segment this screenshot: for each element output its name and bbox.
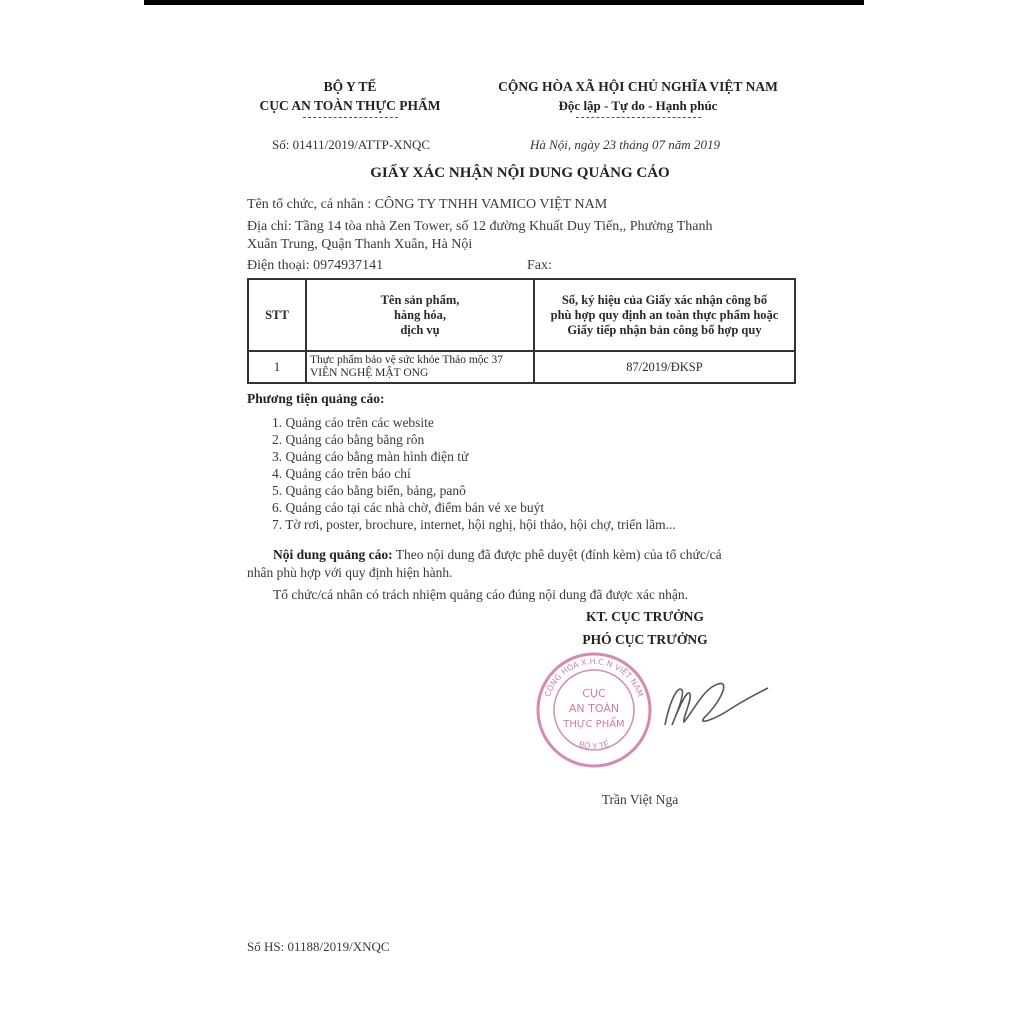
phone-line: Điện thoại: 0974937141 [247, 258, 384, 273]
svg-text:THỰC PHẨM: THỰC PHẨM [563, 719, 625, 730]
list-item: 7. Tờ rơi, poster, brochure, internet, hội nghị, hội thảo, hội chợ, triển lãm... [272, 517, 676, 532]
signature-icon [660, 670, 770, 740]
document-number: Số: 01411/2019/ATTP-XNQC [272, 137, 431, 152]
list-item: 1. Quảng cáo trên các website [272, 415, 434, 430]
fax-line: Fax: [527, 258, 552, 273]
content-text-cont: nhân phù hợp với quy định hiện hành. [247, 565, 453, 580]
media-list [272, 414, 676, 533]
content-paragraph [247, 546, 797, 582]
header-product: Tên sản phẩm, hàng hóa, dịch vụ [306, 279, 534, 351]
list-item: 3. Quảng cáo bằng màn hình điện tử [272, 449, 469, 464]
svg-text:AN TOÀN: AN TOÀN [568, 702, 620, 715]
list-item: 5. Quảng cáo bằng biển, bảng, panô [272, 483, 466, 498]
national-header [478, 77, 798, 118]
svg-text:BỘ Y TẾ: BỘ Y TẾ [577, 739, 611, 752]
sign-title-1: KT. CỤC TRƯỞNG [586, 609, 704, 624]
content-text: Theo nội dung đã được phê duyệt (đính kèm) của tổ chức/cá [392, 547, 722, 562]
department-name: CỤC AN TOÀN THỰC PHẨM [259, 98, 441, 113]
place-date: Hà Nội, ngày 23 tháng 07 năm 2019 [530, 137, 720, 152]
list-item: 6. Quảng cáo tại các nhà chờ, điểm bán vé xe buýt [272, 500, 545, 515]
file-number: Số HS: 01188/2019/XNQC [247, 939, 390, 954]
address-line-2: Xuân Trung, Quận Thanh Xuân, Hà Nội [247, 237, 473, 252]
svg-text:CỤC: CỤC [582, 687, 606, 700]
list-item: 2. Quảng cáo bằng băng rôn [272, 432, 425, 447]
cell-certificate: 87/2019/ĐKSP [534, 351, 795, 383]
responsibility-text: Tổ chức/cá nhân có trách nhiệm quảng cáo đúng nội dung đã được xác nhận. [273, 587, 689, 602]
signer-name: Trần Việt Nga [601, 792, 679, 807]
table-row [248, 351, 795, 383]
top-border-bar [144, 0, 864, 5]
stamp-icon [534, 650, 654, 770]
header-certificate: Số, ký hiệu của Giấy xác nhận công bố phù hợp quy định an toàn thực phẩm hoặc Giấy tiếp nhận bản công bố hợp quy [534, 279, 795, 351]
document-title: GIẤY XÁC NHẬN NỘI DUNG QUẢNG CÁO [370, 165, 670, 181]
sign-title-2: PHÓ CỤC TRƯỞNG [582, 632, 708, 647]
table-header-row [248, 279, 795, 351]
handwritten-signature [660, 670, 770, 740]
address-line-1: Địa chỉ: Tầng 14 tòa nhà Zen Tower, số 12 đường Khuất Duy Tiến,, Phường Thanh [247, 219, 713, 234]
list-item: 4. Quảng cáo trên báo chí [272, 466, 411, 481]
divider [576, 117, 701, 118]
divider [303, 117, 398, 118]
content-label: Nội dung quảng cáo: [273, 547, 393, 562]
official-stamp [534, 650, 654, 770]
header-stt: STT [248, 279, 306, 351]
media-heading: Phương tiện quảng cáo: [247, 391, 385, 406]
national-motto: Độc lập - Tự do - Hạnh phúc [558, 98, 718, 113]
organization-line: Tên tổ chức, cá nhân : CÔNG TY TNHH VAMICO VIỆT NAM [247, 197, 608, 212]
issuer-header [250, 77, 450, 118]
ministry-name: BỘ Y TẾ [323, 79, 377, 94]
product-table [247, 278, 796, 384]
svg-text:CỘNG HÒA X.H.C.N VIỆT NAM: CỘNG HÒA X.H.C.N VIỆT NAM [543, 656, 645, 699]
cell-stt: 1 [248, 351, 306, 383]
cell-product: Thực phẩm bảo vệ sức khỏe Thảo mộc 37 VIÊN NGHỆ MẬT ONG [306, 351, 534, 383]
country-name: CỘNG HÒA XÃ HỘI CHỦ NGHĨA VIỆT NAM [498, 79, 778, 94]
